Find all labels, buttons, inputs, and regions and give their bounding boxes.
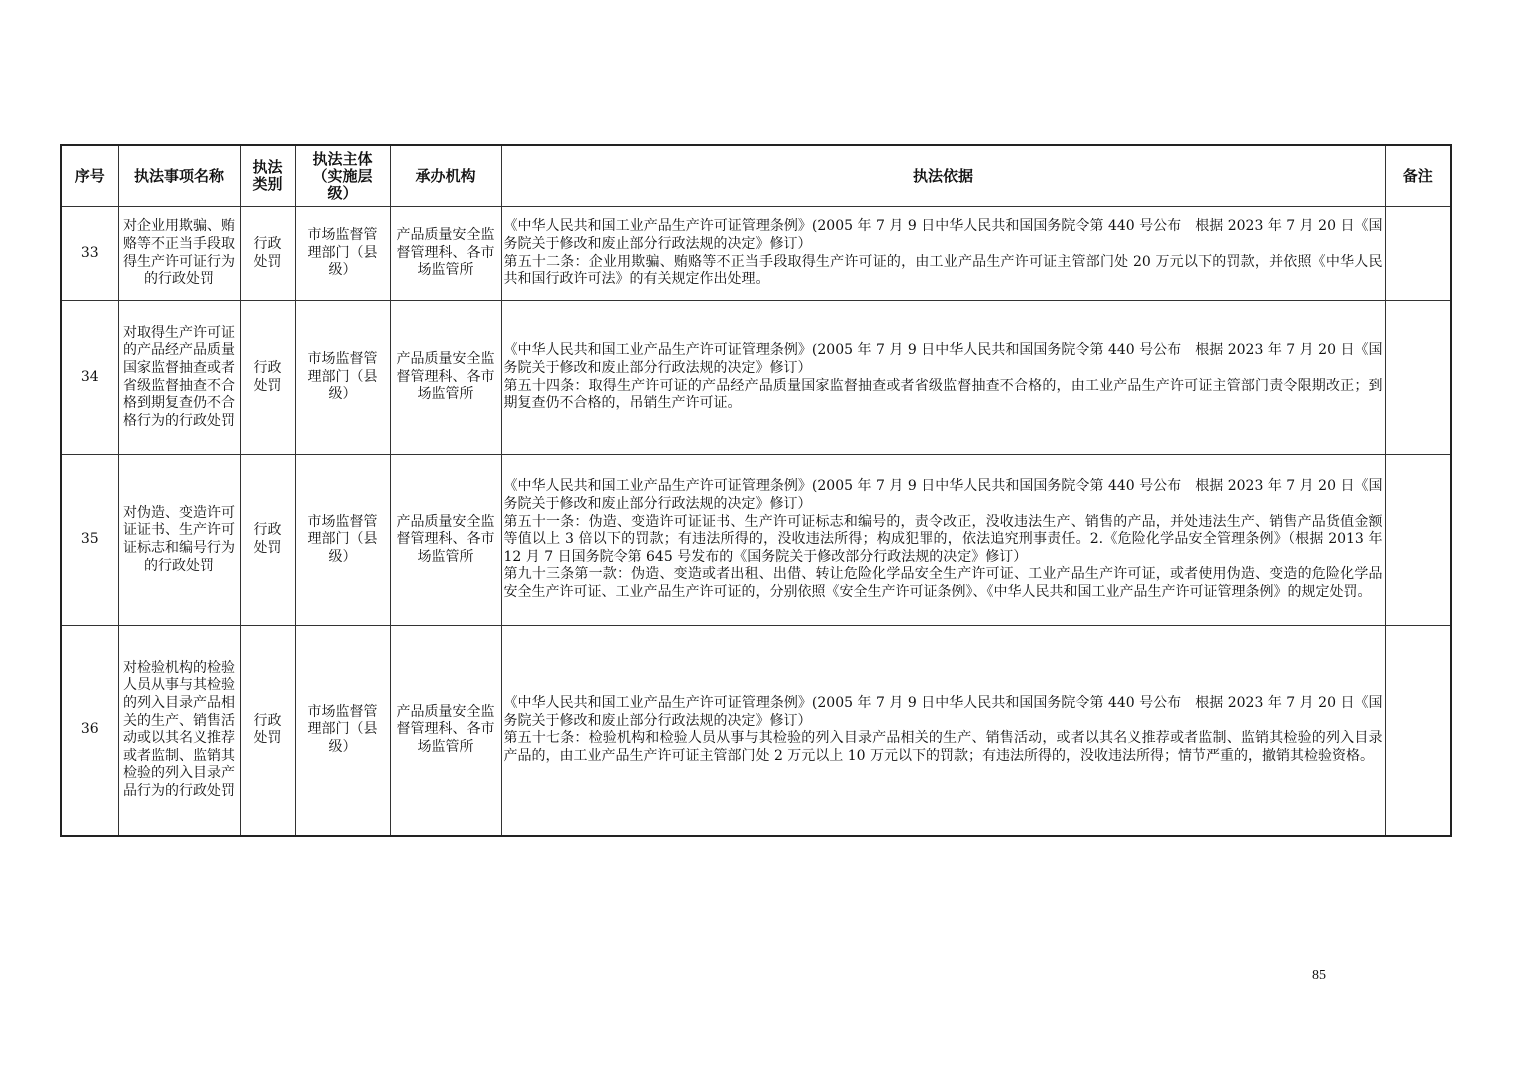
basis-paragraph: 《中华人民共和国工业产品生产许可证管理条例》(2005 年 7 月 9 日中华人民共和国国务院令第 440 号公布 根据 2023 年 7 月 20 日《国务院关于修改和废止部分行政法规的决定》修订）: [503, 342, 1383, 376]
cell-seq: 34: [61, 301, 118, 455]
cell-agency: 产品质量安全监督管理科、各市场监管所: [390, 626, 501, 836]
basis-paragraph: 《中华人民共和国工业产品生产许可证管理条例》(2005 年 7 月 9 日中华人民共和国国务院令第 440 号公布 根据 2023 年 7 月 20 日《国务院关于修改和废止部分行政法规的决定》修订）: [503, 695, 1383, 729]
cell-name: 对企业用欺骗、贿赂等不正当手段取得生产许可证行为的行政处罚: [118, 207, 240, 301]
header-agency: 承办机构: [390, 145, 501, 207]
cell-basis: [501, 626, 1385, 836]
cell-subject: 市场监督管理部门（县级）: [295, 301, 390, 455]
basis-paragraph: 第五十二条：企业用欺骗、贿赂等不正当手段取得生产许可证的，由工业产品生产许可证主管部门处 20 万元以下的罚款，并依照《中华人民共和国行政许可法》的有关规定作出处理。: [503, 253, 1383, 288]
basis-paragraph: 《中华人民共和国工业产品生产许可证管理条例》(2005 年 7 月 9 日中华人民共和国国务院令第 440 号公布 根据 2023 年 7 月 20 日《国务院关于修改和废止部分行政法规的决定》修订）: [503, 218, 1383, 252]
cell-basis: [501, 455, 1385, 626]
basis-paragraph: 第五十七条：检验机构和检验人员从事与其检验的列入目录产品相关的生产、销售活动，或者以其名义推荐或者监制、监销其检验的列入目录产品的，由工业产品生产许可证主管部门处 2 万元以上 10 万元以下的罚款；有违法所得的，没收违法所得；情节严重的，撤销其检验资格。: [503, 730, 1383, 764]
header-subject: 执法主体（实施层级）: [295, 145, 390, 207]
cell-category: 行政处罚: [240, 207, 295, 301]
table-row: [61, 207, 1451, 301]
table-row: [61, 626, 1451, 836]
cell-remarks: [1385, 626, 1451, 836]
cell-subject: 市场监督管理部门（县级）: [295, 207, 390, 301]
cell-seq: 33: [61, 207, 118, 301]
cell-basis: [501, 207, 1385, 301]
header-category: 执法类别: [240, 145, 295, 207]
header-seq: 序号: [61, 145, 118, 207]
cell-seq: 36: [61, 626, 118, 836]
cell-basis: [501, 301, 1385, 455]
cell-remarks: [1385, 207, 1451, 301]
cell-subject: 市场监督管理部门（县级）: [295, 626, 390, 836]
table-header-row: [61, 145, 1451, 207]
cell-remarks: [1385, 455, 1451, 626]
cell-agency: 产品质量安全监督管理科、各市场监管所: [390, 301, 501, 455]
cell-name: 对检验机构的检验人员从事与其检验的列入目录产品相关的生产、销售活动或以其名义推荐或者监制、监销其检验的列入目录产品行为的行政处罚: [118, 626, 240, 836]
cell-category: 行政处罚: [240, 626, 295, 836]
header-basis: 执法依据: [501, 145, 1385, 207]
cell-name: 对取得生产许可证的产品经产品质量国家监督抽查或者省级监督抽查不合格到期复查仍不合格行为的行政处罚: [118, 301, 240, 455]
basis-paragraph: 《中华人民共和国工业产品生产许可证管理条例》(2005 年 7 月 9 日中华人民共和国国务院令第 440 号公布 根据 2023 年 7 月 20 日《国务院关于修改和废止部分行政法规的决定》修订）: [503, 478, 1383, 513]
cell-name: 对伪造、变造许可证证书、生产许可证标志和编号行为的行政处罚: [118, 455, 240, 626]
basis-paragraph: 第九十三条第一款：伪造、变造或者出租、出借、转让危险化学品安全生产许可证、工业产品生产许可证，或者使用伪造、变造的危险化学品安全生产许可证、工业产品生产许可证的，分别依照《安全生产许可证条例》、《中华人民共和国工业产品生产许可证管理条例》的规定处罚。: [503, 566, 1383, 600]
cell-agency: 产品质量安全监督管理科、各市场监管所: [390, 207, 501, 301]
cell-agency: 产品质量安全监督管理科、各市场监管所: [390, 455, 501, 626]
cell-category: 行政处罚: [240, 455, 295, 626]
header-remarks: 备注: [1385, 145, 1451, 207]
table-row: [61, 455, 1451, 626]
page-number: 85: [1312, 968, 1326, 983]
cell-seq: 35: [61, 455, 118, 626]
basis-paragraph: 第五十一条：伪造、变造许可证证书、生产许可证标志和编号的，责令改正，没收违法生产、销售的产品，并处违法生产、销售产品货值金额等值以上 3 倍以下的罚款；有违法所得的，没收违法所得；构成犯罪的，依法追究刑事责任。2.《危险化学品安全管理条例》（根据 2013 年 12 月 7 日国务院令第 645 号发布的《国务院关于修改部分行政法规的决定》修订）: [503, 513, 1383, 565]
cell-subject: 市场监督管理部门（县级）: [295, 455, 390, 626]
basis-paragraph: 第五十四条：取得生产许可证的产品经产品质量国家监督抽查或者省级监督抽查不合格的，由工业产品生产许可证主管部门责令限期改正；到期复查仍不合格的，吊销生产许可证。: [503, 377, 1383, 412]
enforcement-table: [60, 144, 1452, 837]
table-row: [61, 301, 1451, 455]
header-name: 执法事项名称: [118, 145, 240, 207]
cell-remarks: [1385, 301, 1451, 455]
cell-category: 行政处罚: [240, 301, 295, 455]
